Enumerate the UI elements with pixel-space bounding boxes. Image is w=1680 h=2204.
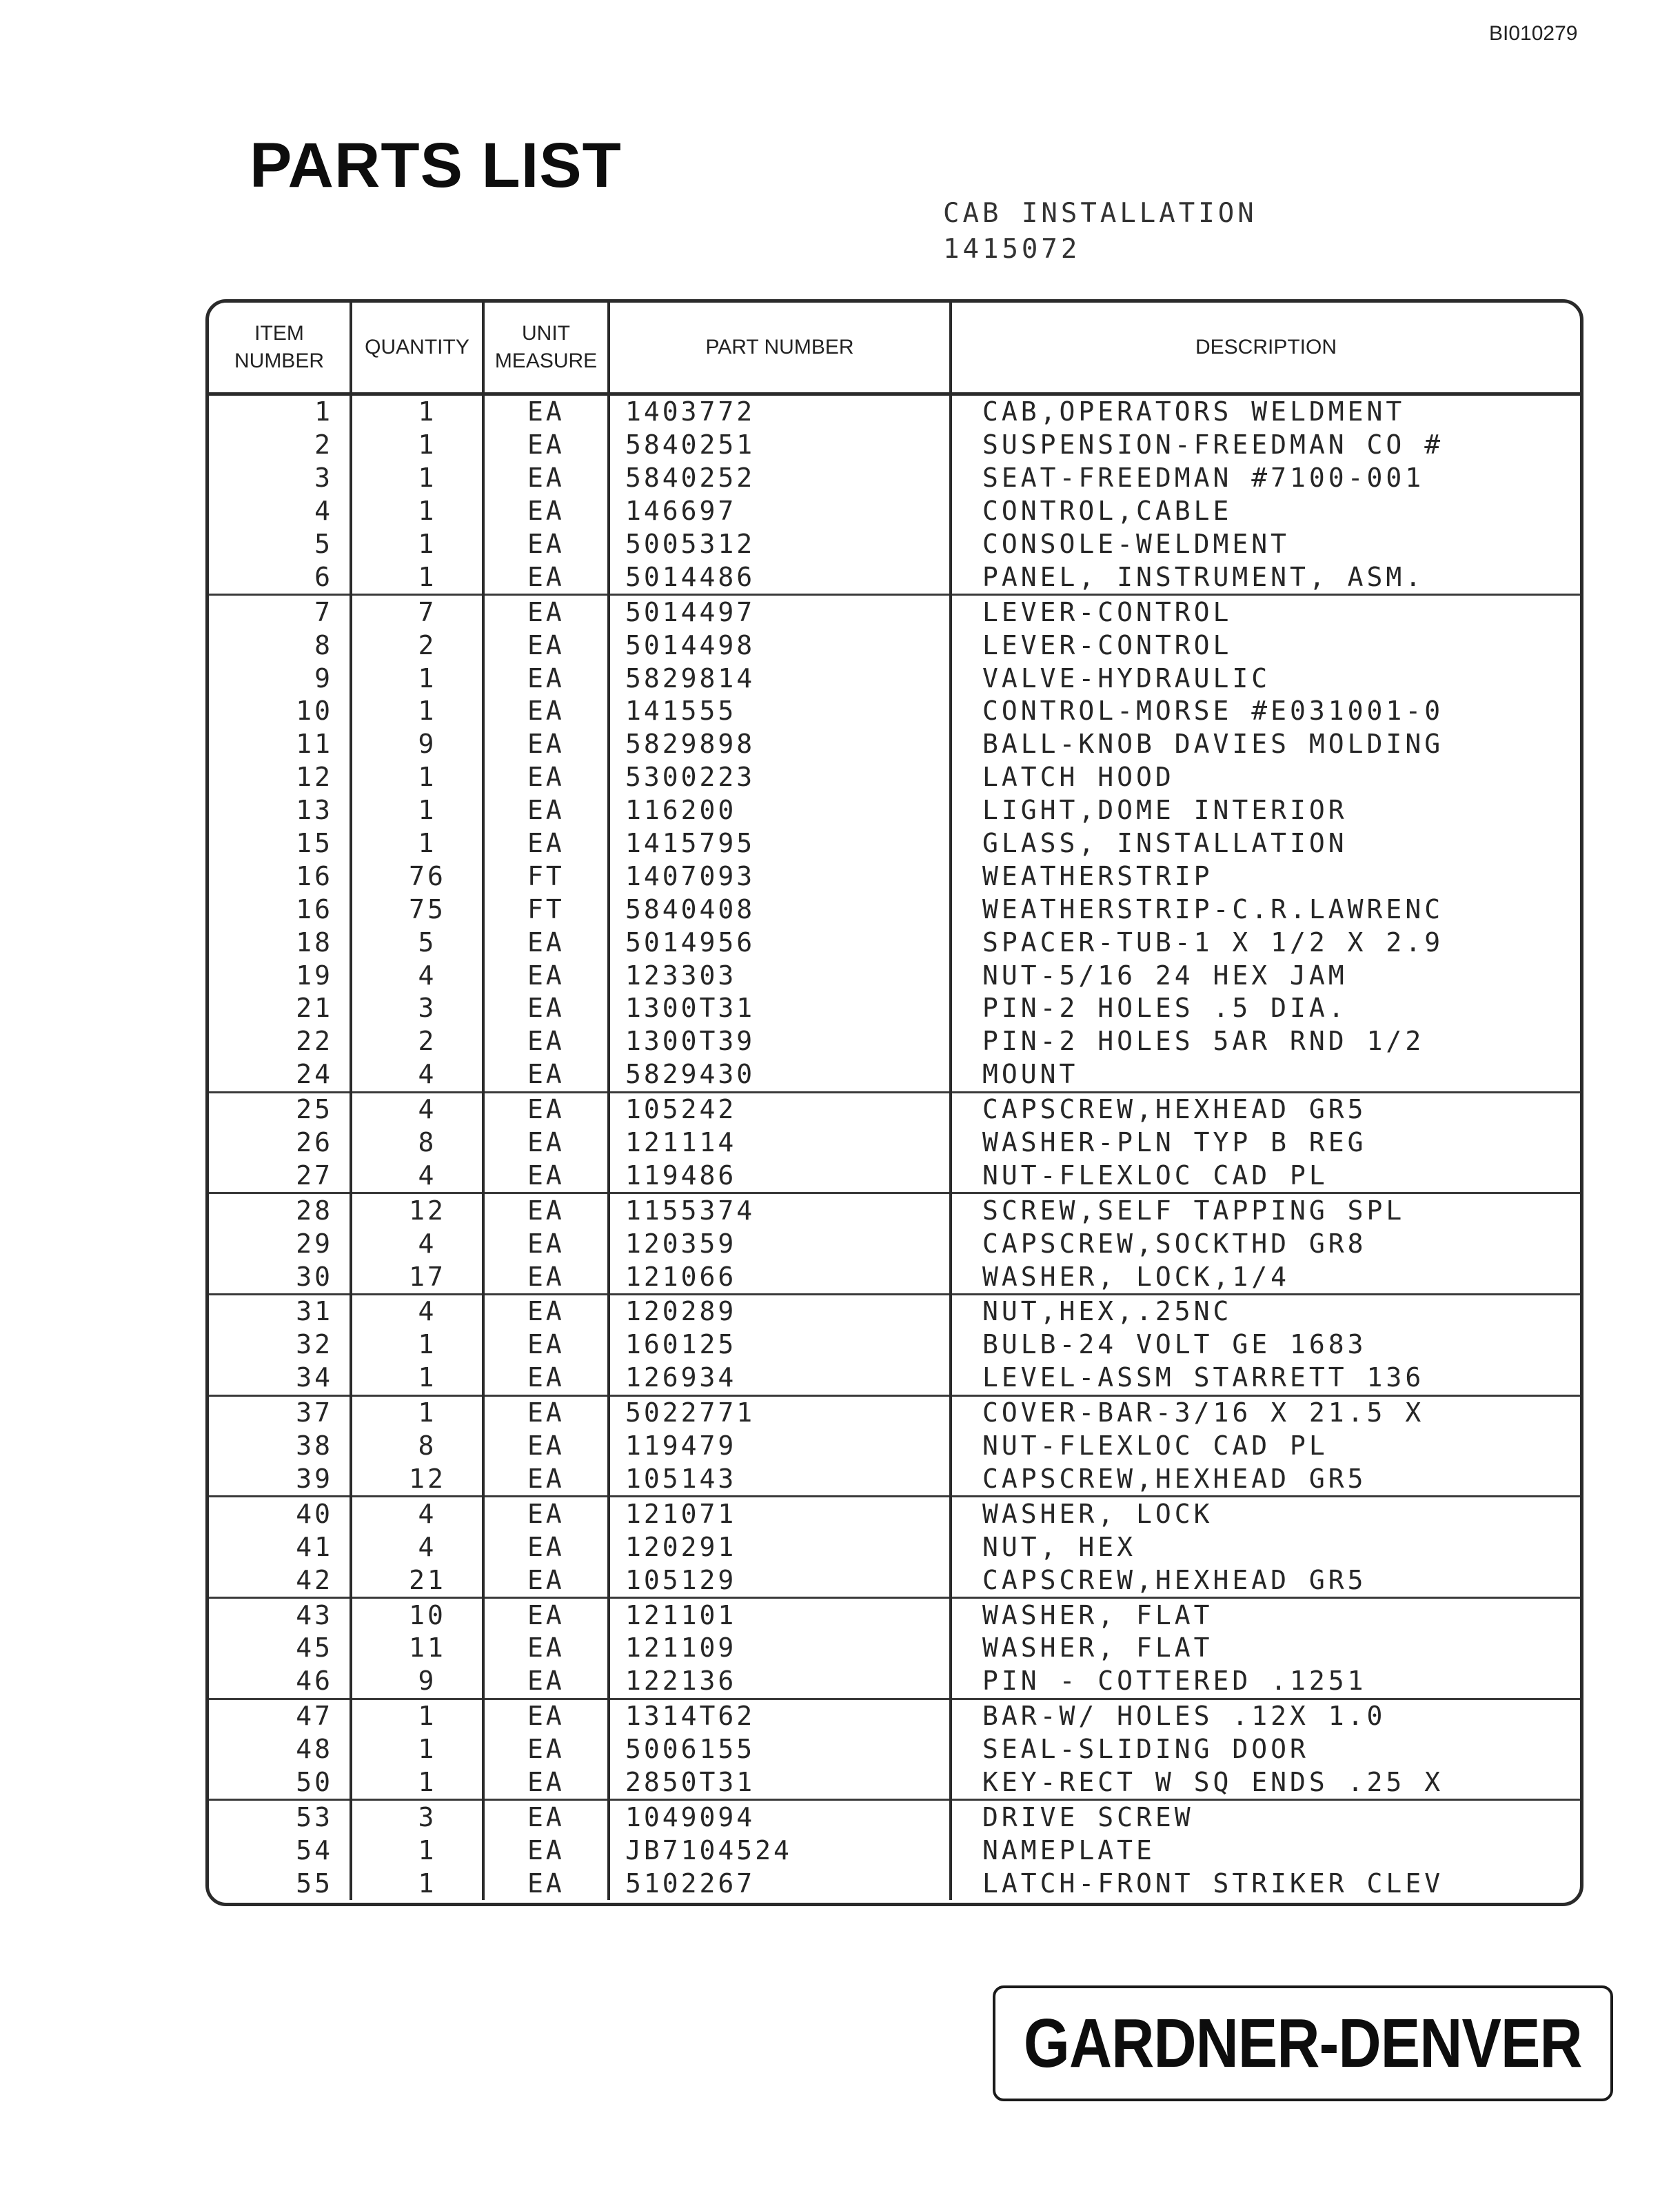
part-number-cell: 5840252 [609, 462, 951, 495]
description-cell: DRIVE SCREW [951, 1800, 1580, 1834]
table-row [209, 1800, 1580, 1834]
quantity-cell: 1 [351, 1395, 483, 1429]
item-number-cell: 21 [209, 992, 351, 1025]
quantity-cell: 1 [351, 662, 483, 695]
description-cell: LEVER-CONTROL [982, 629, 1233, 660]
document-id: BI010279 [1489, 22, 1578, 45]
description-cell: NAMEPLATE [982, 1834, 1155, 1866]
unit-measure-cell: EA [483, 695, 609, 728]
description-cell: BAR-W/ HOLES .12X 1.0 [951, 1699, 1580, 1732]
column-header-item-number: ITEM NUMBER [209, 303, 351, 394]
unit-measure-cell: EA [483, 1733, 609, 1766]
quantity-cell: 1 [351, 1766, 483, 1800]
quantity-cell: 4 [351, 1159, 483, 1193]
part-number-cell: 5102267 [609, 1867, 951, 1900]
gardner-denver-logo [993, 1985, 1613, 2101]
part-number-cell: 5300223 [609, 761, 951, 794]
quantity-cell: 2 [351, 629, 483, 662]
part-number-cell: 5005312 [609, 528, 951, 561]
unit-measure-cell: EA [483, 794, 609, 827]
description-cell: LIGHT,DOME INTERIOR [982, 795, 1348, 826]
table-row [209, 429, 1580, 462]
unit-measure-cell: EA [483, 1025, 609, 1058]
unit-measure-cell: EA [483, 1665, 609, 1699]
column-header-unit-measure: UNIT MEASURE [483, 303, 609, 394]
item-number-cell: 28 [209, 1193, 351, 1227]
item-number-cell: 45 [209, 1632, 351, 1665]
part-number-cell: 120359 [609, 1227, 951, 1260]
item-number-cell: 43 [209, 1598, 351, 1632]
unit-measure-cell: EA [483, 429, 609, 462]
description-cell: WASHER-PLN TYP B REG [982, 1127, 1367, 1158]
unit-measure-cell: EA [483, 1126, 609, 1160]
item-number-cell: 42 [209, 1564, 351, 1597]
unit-measure-cell: EA [483, 926, 609, 959]
item-number-cell: 16 [209, 860, 351, 893]
item-number-cell: 16 [209, 893, 351, 926]
description-cell: VALVE-HYDRAULIC [982, 663, 1271, 694]
item-number-cell: 8 [209, 629, 351, 662]
part-number-cell: 1314T62 [609, 1699, 951, 1732]
table-row [209, 1665, 1580, 1699]
table-row [209, 1025, 1580, 1058]
part-number-cell: 5829814 [609, 662, 951, 695]
part-number-cell: 5014486 [609, 560, 951, 594]
table-row [209, 794, 1580, 827]
item-number-cell: 29 [209, 1227, 351, 1260]
item-number-cell: 48 [209, 1733, 351, 1766]
unit-measure-cell: EA [483, 1867, 609, 1900]
quantity-cell: 3 [351, 1800, 483, 1834]
table-row [209, 1530, 1580, 1564]
table-row [209, 827, 1580, 860]
quantity-cell: 21 [351, 1564, 483, 1597]
quantity-cell: 11 [351, 1632, 483, 1665]
table-row [209, 1834, 1580, 1867]
column-header-part-number: PART NUMBER [609, 303, 951, 394]
unit-measure-cell: EA [483, 1800, 609, 1834]
assembly-number: 1415072 [943, 234, 1081, 265]
page-title: PARTS LIST [250, 130, 622, 201]
description-cell: CONTROL,CABLE [982, 496, 1233, 527]
description-cell: WASHER, FLAT [982, 1632, 1213, 1664]
description-cell: SPACER-TUB-1 X 1/2 X 2.9 [982, 927, 1444, 958]
table-row [209, 728, 1580, 761]
description-cell: WASHER, LOCK,1/4 [982, 1261, 1291, 1292]
quantity-cell: 76 [351, 860, 483, 893]
column-header-quantity: QUANTITY [351, 303, 483, 394]
description-cell: CAB,OPERATORS WELDMENT [982, 396, 1406, 427]
table-row [209, 1395, 1580, 1429]
part-number-cell: 123303 [609, 959, 951, 992]
unit-measure-cell: EA [483, 1766, 609, 1800]
item-number-cell: 6 [209, 560, 351, 594]
part-number-cell: 5022771 [609, 1395, 951, 1429]
unit-measure-cell: EA [483, 959, 609, 992]
table-row [209, 1092, 1580, 1126]
item-number-cell: 27 [209, 1159, 351, 1193]
quantity-cell: 1 [351, 1699, 483, 1732]
unit-measure-cell: EA [483, 495, 609, 528]
item-number-cell: 38 [209, 1430, 351, 1463]
item-number-cell: 46 [209, 1665, 351, 1699]
description-cell: PIN-2 HOLES 5AR RND 1/2 [982, 1026, 1425, 1057]
description-cell: NUT-5/16 24 HEX JAM [982, 960, 1348, 991]
table-row [209, 1159, 1580, 1193]
part-number-cell: 5840408 [609, 893, 951, 926]
unit-measure-cell: EA [483, 1463, 609, 1497]
item-number-cell: 1 [209, 394, 351, 429]
description-cell: LEVEL-ASSM STARRETT 136 [982, 1362, 1425, 1393]
description-cell: SUSPENSION-FREEDMAN CO # [982, 429, 1444, 461]
description-cell: WEATHERSTRIP-C.R.LAWRENC [982, 893, 1444, 924]
item-number-cell: 2 [209, 429, 351, 462]
part-number-cell: 121109 [609, 1632, 951, 1665]
item-number-cell: 15 [209, 827, 351, 860]
quantity-cell: 1 [351, 695, 483, 728]
table-row [209, 1362, 1580, 1395]
unit-measure-cell: EA [483, 462, 609, 495]
unit-measure-cell: EA [483, 1395, 609, 1429]
table-row [209, 1632, 1580, 1665]
item-number-cell: 34 [209, 1362, 351, 1395]
description-cell: NUT,HEX,.25NC [951, 1295, 1580, 1328]
table-row [209, 926, 1580, 959]
unit-measure-cell: EA [483, 1497, 609, 1530]
unit-measure-cell: FT [483, 860, 609, 893]
description-cell: SEAT-FREEDMAN #7100-001 [982, 463, 1425, 494]
description-cell: BALL-KNOB DAVIES MOLDING [982, 729, 1444, 760]
quantity-cell: 1 [351, 528, 483, 561]
item-number-cell: 18 [209, 926, 351, 959]
part-number-cell: 5006155 [609, 1733, 951, 1766]
item-number-cell: 39 [209, 1463, 351, 1497]
description-cell: PANEL, INSTRUMENT, ASM. [982, 561, 1425, 592]
table-row [209, 695, 1580, 728]
part-number-cell: 121101 [609, 1598, 951, 1632]
item-number-cell: 24 [209, 1058, 351, 1092]
table-row [209, 959, 1580, 992]
unit-measure-cell: EA [483, 1530, 609, 1564]
table-row [209, 1430, 1580, 1463]
unit-measure-cell: EA [483, 1058, 609, 1092]
quantity-cell: 1 [351, 794, 483, 827]
quantity-cell: 9 [351, 728, 483, 761]
item-number-cell: 53 [209, 1800, 351, 1834]
item-number-cell: 30 [209, 1260, 351, 1294]
unit-measure-cell: EA [483, 662, 609, 695]
quantity-cell: 1 [351, 1733, 483, 1766]
table-row [209, 1295, 1580, 1328]
table-row [209, 662, 1580, 695]
quantity-cell: 4 [351, 1092, 483, 1126]
unit-measure-cell: EA [483, 1430, 609, 1463]
table-row [209, 1193, 1580, 1227]
unit-measure-cell: EA [483, 1193, 609, 1227]
table-row [209, 1733, 1580, 1766]
item-number-cell: 26 [209, 1126, 351, 1160]
table-row [209, 1766, 1580, 1800]
quantity-cell: 1 [351, 495, 483, 528]
description-cell: MOUNT [982, 1059, 1079, 1090]
item-number-cell: 7 [209, 595, 351, 629]
item-number-cell: 25 [209, 1092, 351, 1126]
part-number-cell: 5014956 [609, 926, 951, 959]
unit-measure-cell: EA [483, 560, 609, 594]
description-cell: NUT-FLEXLOC CAD PL [982, 1430, 1328, 1462]
table-row [209, 1497, 1580, 1530]
quantity-cell: 4 [351, 959, 483, 992]
quantity-cell: 10 [351, 1598, 483, 1632]
description-cell: SCREW,SELF TAPPING SPL [951, 1193, 1580, 1227]
item-number-cell: 12 [209, 761, 351, 794]
part-number-cell: 120291 [609, 1530, 951, 1564]
item-number-cell: 54 [209, 1834, 351, 1867]
quantity-cell: 1 [351, 1362, 483, 1395]
part-number-cell: 1415795 [609, 827, 951, 860]
description-cell: CAPSCREW,HEXHEAD GR5 [982, 1463, 1367, 1494]
unit-measure-cell: EA [483, 394, 609, 429]
description-cell: CONTROL-MORSE #E031001-0 [982, 696, 1444, 727]
part-number-cell: 160125 [609, 1328, 951, 1362]
part-number-cell: 121114 [609, 1126, 951, 1160]
quantity-cell: 4 [351, 1227, 483, 1260]
item-number-cell: 4 [209, 495, 351, 528]
quantity-cell: 12 [351, 1193, 483, 1227]
table-row [209, 495, 1580, 528]
quantity-cell: 2 [351, 1025, 483, 1058]
quantity-cell: 17 [351, 1260, 483, 1294]
table-row [209, 462, 1580, 495]
description-cell: PIN - COTTERED .1251 [982, 1666, 1367, 1697]
part-number-cell: 1407093 [609, 860, 951, 893]
description-cell: LATCH HOOD [982, 762, 1175, 793]
part-number-cell: 1403772 [609, 394, 951, 429]
part-number-cell: 116200 [609, 794, 951, 827]
item-number-cell: 9 [209, 662, 351, 695]
quantity-cell: 7 [351, 595, 483, 629]
part-number-cell: 5829898 [609, 728, 951, 761]
unit-measure-cell: EA [483, 528, 609, 561]
unit-measure-cell: EA [483, 1564, 609, 1597]
quantity-cell: 1 [351, 1834, 483, 1867]
quantity-cell: 4 [351, 1497, 483, 1530]
item-number-cell: 11 [209, 728, 351, 761]
part-number-cell: 5014498 [609, 629, 951, 662]
part-number-cell: 1049094 [609, 1800, 951, 1834]
table-row [209, 629, 1580, 662]
unit-measure-cell: EA [483, 1699, 609, 1732]
description-cell: NUT-FLEXLOC CAD PL [982, 1160, 1328, 1191]
part-number-cell: 5840251 [609, 429, 951, 462]
unit-measure-cell: EA [483, 1598, 609, 1632]
description-cell: CONSOLE-WELDMENT [982, 529, 1291, 559]
item-number-cell: 50 [209, 1766, 351, 1800]
table-row [209, 528, 1580, 561]
part-number-cell: 121066 [609, 1260, 951, 1294]
item-number-cell: 31 [209, 1295, 351, 1328]
item-number-cell: 37 [209, 1395, 351, 1429]
part-number-cell: 120289 [609, 1295, 951, 1328]
part-number-cell: 141555 [609, 695, 951, 728]
description-cell: SEAL-SLIDING DOOR [982, 1734, 1309, 1765]
part-number-cell: 122136 [609, 1665, 951, 1699]
table-row [209, 1260, 1580, 1294]
item-number-cell: 22 [209, 1025, 351, 1058]
unit-measure-cell: EA [483, 1159, 609, 1193]
part-number-cell: 119486 [609, 1159, 951, 1193]
table-row [209, 1328, 1580, 1362]
quantity-cell: 4 [351, 1295, 483, 1328]
parts-table [209, 303, 1580, 1900]
quantity-cell: 8 [351, 1126, 483, 1160]
unit-measure-cell: EA [483, 1362, 609, 1395]
table-row [209, 1867, 1580, 1900]
quantity-cell: 8 [351, 1430, 483, 1463]
part-number-cell: 126934 [609, 1362, 951, 1395]
unit-measure-cell: EA [483, 1260, 609, 1294]
item-number-cell: 55 [209, 1867, 351, 1900]
part-number-cell: 121071 [609, 1497, 951, 1530]
unit-measure-cell: EA [483, 1328, 609, 1362]
table-row [209, 1463, 1580, 1497]
quantity-cell: 4 [351, 1530, 483, 1564]
quantity-cell: 1 [351, 1328, 483, 1362]
table-row [209, 1227, 1580, 1260]
table-row [209, 1699, 1580, 1732]
description-cell: CAPSCREW,HEXHEAD GR5 [982, 1564, 1367, 1595]
part-number-cell: 1300T39 [609, 1025, 951, 1058]
description-cell: KEY-RECT W SQ ENDS .25 X [982, 1766, 1444, 1797]
description-cell: WASHER, FLAT [951, 1598, 1580, 1632]
part-number-cell: 105129 [609, 1564, 951, 1597]
unit-measure-cell: FT [483, 893, 609, 926]
part-number-cell: 146697 [609, 495, 951, 528]
part-number-cell: 5829430 [609, 1058, 951, 1092]
description-cell: WEATHERSTRIP [982, 860, 1213, 891]
part-number-cell: 1155374 [609, 1193, 951, 1227]
part-number-cell: 2850T31 [609, 1766, 951, 1800]
assembly-name: CAB INSTALLATION [943, 198, 1257, 229]
item-number-cell: 32 [209, 1328, 351, 1362]
parts-table-body [209, 394, 1580, 1901]
quantity-cell: 75 [351, 893, 483, 926]
table-row [209, 394, 1580, 429]
unit-measure-cell: EA [483, 595, 609, 629]
column-header-description: DESCRIPTION [951, 303, 1580, 394]
quantity-cell: 1 [351, 761, 483, 794]
quantity-cell: 1 [351, 1867, 483, 1900]
table-row [209, 893, 1580, 926]
item-number-cell: 13 [209, 794, 351, 827]
item-number-cell: 47 [209, 1699, 351, 1732]
part-number-cell: 119479 [609, 1430, 951, 1463]
parts-table-frame [205, 299, 1583, 1906]
unit-measure-cell: EA [483, 1092, 609, 1126]
unit-measure-cell: EA [483, 1295, 609, 1328]
table-row [209, 595, 1580, 629]
quantity-cell: 4 [351, 1058, 483, 1092]
quantity-cell: 1 [351, 462, 483, 495]
table-row [209, 992, 1580, 1025]
unit-measure-cell: EA [483, 992, 609, 1025]
quantity-cell: 9 [351, 1665, 483, 1699]
item-number-cell: 10 [209, 695, 351, 728]
description-cell: COVER-BAR-3/16 X 21.5 X [951, 1395, 1580, 1429]
item-number-cell: 3 [209, 462, 351, 495]
item-number-cell: 40 [209, 1497, 351, 1530]
item-number-cell: 19 [209, 959, 351, 992]
quantity-cell: 1 [351, 429, 483, 462]
description-cell: NUT, HEX [982, 1531, 1137, 1562]
description-cell: PIN-2 HOLES .5 DIA. [982, 993, 1348, 1024]
table-row [209, 1126, 1580, 1160]
part-number-cell: 105242 [609, 1092, 951, 1126]
unit-measure-cell: EA [483, 827, 609, 860]
assembly-heading [943, 196, 1257, 267]
description-cell: CAPSCREW,SOCKTHD GR8 [982, 1228, 1367, 1259]
unit-measure-cell: EA [483, 1632, 609, 1665]
quantity-cell: 1 [351, 827, 483, 860]
unit-measure-cell: EA [483, 761, 609, 794]
table-row [209, 860, 1580, 893]
table-row [209, 560, 1580, 594]
table-row [209, 1058, 1580, 1092]
quantity-cell: 5 [351, 926, 483, 959]
part-number-cell: 5014497 [609, 595, 951, 629]
table-row [209, 1598, 1580, 1632]
unit-measure-cell: EA [483, 728, 609, 761]
unit-measure-cell: EA [483, 1834, 609, 1867]
unit-measure-cell: EA [483, 629, 609, 662]
logo-wordmark: GARDNER-DENVER [1024, 2004, 1582, 2082]
description-cell: BULB-24 VOLT GE 1683 [982, 1329, 1367, 1360]
unit-measure-cell: EA [483, 1227, 609, 1260]
description-cell: LATCH-FRONT STRIKER CLEV [982, 1868, 1444, 1899]
quantity-cell: 1 [351, 560, 483, 594]
table-row [209, 761, 1580, 794]
description-cell: CAPSCREW,HEXHEAD GR5 [951, 1092, 1580, 1126]
description-cell: WASHER, LOCK [951, 1497, 1580, 1530]
quantity-cell: 12 [351, 1463, 483, 1497]
description-cell: LEVER-CONTROL [951, 595, 1580, 629]
table-row [209, 1564, 1580, 1597]
item-number-cell: 41 [209, 1530, 351, 1564]
table-header-row [209, 303, 1580, 394]
part-number-cell: 1300T31 [609, 992, 951, 1025]
quantity-cell: 1 [351, 394, 483, 429]
item-number-cell: 5 [209, 528, 351, 561]
part-number-cell: 105143 [609, 1463, 951, 1497]
part-number-cell: JB7104524 [609, 1834, 951, 1867]
quantity-cell: 3 [351, 992, 483, 1025]
description-cell: GLASS, INSTALLATION [982, 828, 1348, 859]
